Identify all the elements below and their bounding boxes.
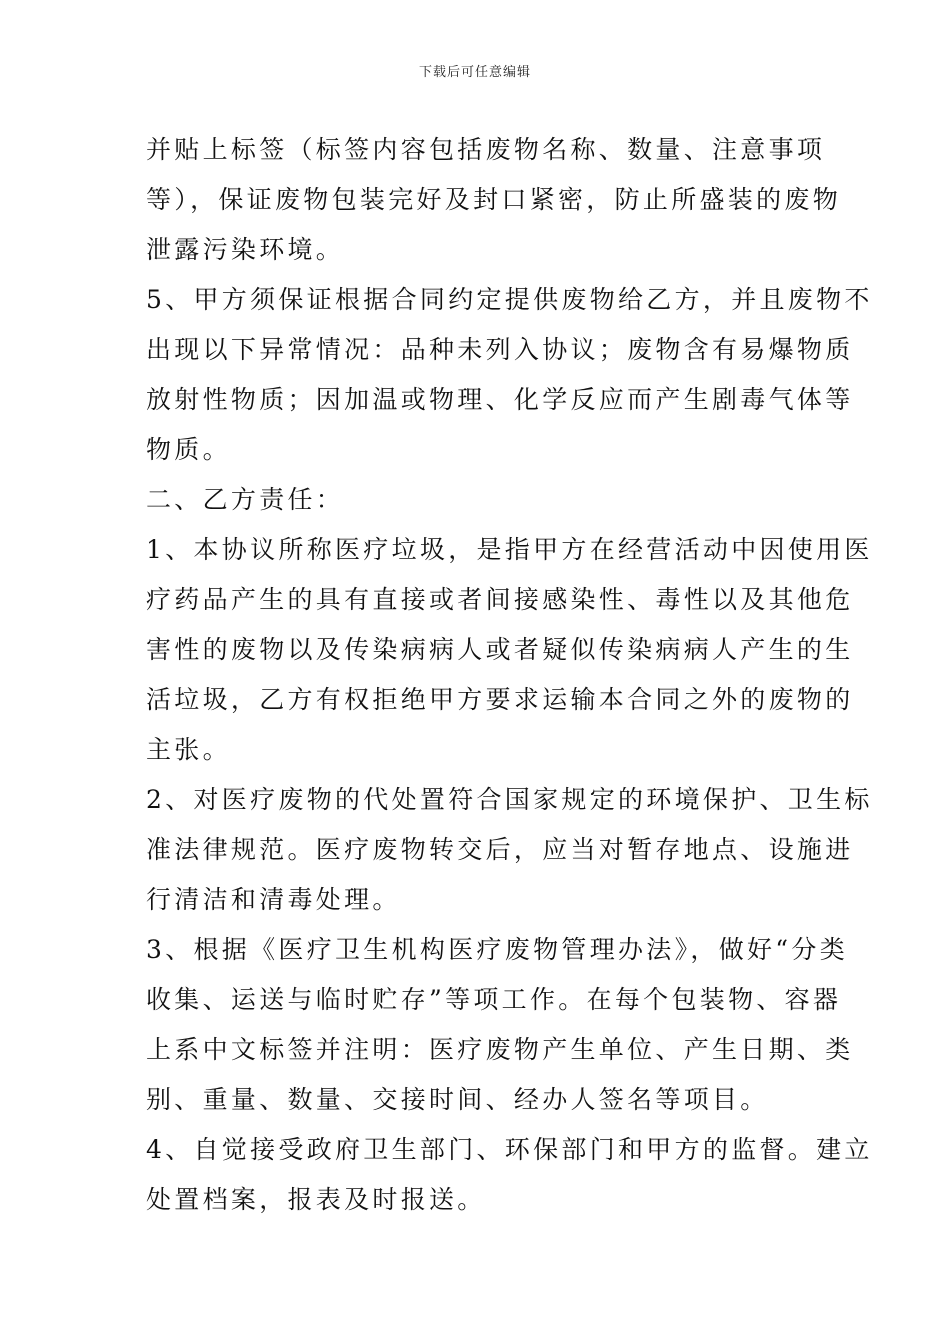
text-line: 2、对医疗废物的代处置符合国家规定的环境保护、卫生标 xyxy=(146,785,873,814)
text-line: 5、甲方须保证根据合同约定提供废物给乙方，并且废物不 xyxy=(146,285,873,314)
text-line: 等），保证废物包装完好及封口紧密，防止所盛装的废物 xyxy=(146,185,842,214)
text-line: 上系中文标签并注明：医疗废物产生单位、产生日期、类 xyxy=(146,1035,854,1064)
text-line: 物质。 xyxy=(146,435,231,464)
text-line: 主张。 xyxy=(146,735,231,764)
text-line: 准法律规范。医疗废物转交后，应当对暂存地点、设施进 xyxy=(146,835,854,864)
text-line: 4、自觉接受政府卫生部门、环保部门和甲方的监督。建立 xyxy=(146,1135,873,1164)
text-line: 收集、运送与临时贮存”等项工作。在每个包装物、容器 xyxy=(146,985,842,1014)
text-line: 泄露污染环境。 xyxy=(146,235,345,264)
section-heading: 二、乙方责任： xyxy=(146,485,345,514)
page-header: 下载后可任意编辑 xyxy=(418,65,531,80)
text-line: 放射性物质；因加温或物理、化学反应而产生剧毒气体等 xyxy=(146,385,854,414)
text-line: 3、根据《医疗卫生机构医疗废物管理办法》，做好“分类 xyxy=(146,935,848,964)
text-line: 并贴上标签（标签内容包括废物名称、数量、注意事项 xyxy=(146,135,826,164)
text-line: 行清洁和清毒处理。 xyxy=(146,885,401,914)
text-line: 别、重量、数量、交接时间、经办人签名等项目。 xyxy=(146,1085,769,1114)
text-line: 疗药品产生的具有直接或者间接感染性、毒性以及其他危 xyxy=(146,585,854,614)
text-line: 出现以下异常情况：品种未列入协议；废物含有易爆物质 xyxy=(146,335,854,364)
text-line: 1、本协议所称医疗垃圾，是指甲方在经营活动中因使用医 xyxy=(146,535,873,564)
text-line: 处置档案，报表及时报送。 xyxy=(146,1185,486,1214)
text-line: 害性的废物以及传染病病人或者疑似传染病病人产生的生 xyxy=(146,635,854,664)
text-line: 活垃圾，乙方有权拒绝甲方要求运输本合同之外的废物的 xyxy=(146,685,854,714)
document-body xyxy=(146,125,873,1225)
